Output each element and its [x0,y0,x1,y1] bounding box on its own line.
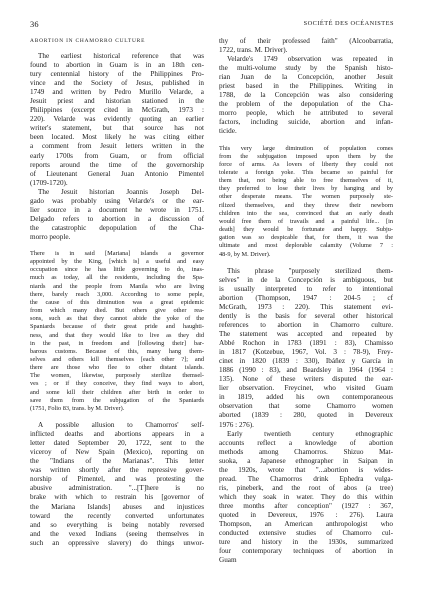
text-line: occupation since he has little governing to do, inas- [30,266,204,274]
text-line: and some kill their children after birth in order to [30,388,204,396]
text-line: (1751, Folio 83, trans. by M. Driver). [30,404,125,412]
text-line: 1749 and written by Pedro Murillo Velarde, a [30,88,204,97]
text-line: found to abortion in Guam is in an 18th cen- [30,61,204,70]
text-line: there are those who flee to other distant islands. [30,364,204,372]
text-line: The statement was accepted and repeated by [219,330,393,339]
text-line: thy of their professed faith" (Alcoobarratia, [219,37,393,45]
text-line: The earliest historical reference that was [38,52,204,60]
text-line: morro people, which he attributed to several [219,109,393,118]
text-line: reports around the time of the governorship [30,160,204,169]
text-line: 1722, trans. M. Driver). [219,46,288,55]
text-line: ture and history in the 1930s, summarized [219,538,393,547]
text-line: aborted (1839 : 280, quoted in Devereux [219,411,393,420]
text-line: gado was probably using Velarde's or the ear- [30,196,204,205]
text-line: references to abortion in Chamorro culture. [219,320,393,329]
text-line: ultimate and most deplorable calamity (Volume 7 : [219,242,393,250]
text-line: four contemporary techniques of abortion in [219,547,393,556]
text-line: lier observation. Freycinet, who visited Guam [219,384,393,393]
text-line: Guam [219,556,237,565]
text-line: inflicted deaths and abortions appears in a [30,430,204,439]
text-line: the problem of the depopulation of the Cha- [219,100,393,109]
text-line: Jesuit priest and historian stationed in the [30,97,204,106]
text-line: force of arms. As lovers of liberty they could not [219,160,393,168]
text-line: 135). None of these writers disputed the ear- [219,375,393,384]
text-line: a comment from Jesuit letters written in the [30,142,204,151]
text-line: conducted extensive studies of Chamorro cul- [219,529,393,538]
text-line: norship of Pimentel, and was protesting the [30,475,204,484]
text-line: tury centennial history of the Philippines Pro- [30,70,204,79]
left-column [30,37,204,548]
text-line: pread. The Chamorros drink Ephedra vulga- [219,474,393,483]
text-line: suoka, a Japanese ethnographer in Saipan in [219,456,393,465]
text-line: Spaniards because of their great pride and haughti- [30,323,204,331]
text-line: such an oppressive slavery) do things unwor- [30,538,204,547]
paragraph-ethnographic-accounts [219,430,393,566]
text-line: abusive administration. "...[T]here is no [30,484,204,493]
text-line: Abbé Rochon in 1783 (1891 : 83), Chamisso [219,339,393,348]
text-line: from which many died. But others give other rea- [30,307,204,315]
text-line: from the subjugation imposed upon them by the [219,152,393,160]
text-line: The Jesuit historian Joannis Joseph Del- [38,187,204,196]
text-line: quoted in Devereux, 1976 : 276). Laura [219,510,393,519]
text-line: 48-9, by M. Driver). [219,250,271,258]
paragraph-continued [219,37,393,55]
text-line: lier source in a document he wrote in 1751. [30,205,204,214]
paragraph-concepcion [219,55,393,136]
text-line: McGrath, 1973 : 220). This statement evi- [219,302,393,311]
text-line: been located. Most likely he was citing either [30,133,204,142]
text-line: abortion (Thompson, 1947 : 204-5 ; cf [219,293,393,302]
text-line: Thompson, an American anthropologist who [219,520,393,529]
text-line: would free them of travails and a painful life... [in [219,217,393,225]
text-line: they preferred to lose their lives by hanging and by [219,185,393,193]
text-line: 220). Velarde was evidently quoting an earlier [30,115,204,124]
text-line: in 1819, added his own contemporaneous [219,393,393,402]
text-line: death] they would be fortunate and happy. Subju- [219,226,393,234]
text-line: 1886 (1990 : 83), and Beardsley in 1964 (1964 : [219,366,393,375]
text-line: was written shortly after the repressive gover- [30,466,204,475]
text-line: toward the recently converted unfortunates [30,511,204,520]
section-heading: ABORTION IN CHAMORRO CULTURE [30,38,146,44]
text-line: and so everything is being notably reversed [30,520,204,529]
text-line: selves and others kill themselves [each other ?]; and [30,356,204,364]
text-line: there, barely reach 3,000. According to some peple, [30,290,204,298]
paragraph-purposely-sterilized [219,267,393,430]
paragraph-delgado [30,188,204,242]
text-line: 1976 : 276). [219,420,254,429]
text-line: the multi-volume study by the Spanish histo- [219,64,393,73]
text-line: 1788, de la Concepción was also considering [219,91,393,100]
text-line: is usually interpreted to refer to intentional [219,284,393,293]
text-line: A possible allusion to Chamorros' self- [38,421,204,430]
text-line: in the past, in freedom and [following their] bar- [30,339,204,347]
text-line: other desperate means. The women purposely ste- [219,193,393,201]
text-line: of Lieutenant General Juan Antonio Pimentel [30,169,204,178]
text-line: rian Juan de la Concepción, another Jesuit [219,73,393,82]
text-line: letter dated September 20, 1722, sent to the [30,439,204,448]
text-line: writer's statement, but that source has not [30,124,204,133]
text-line: This very large diminution of population comes [219,144,393,152]
text-line: Early twentieth century ethnographic [227,429,393,438]
text-line: priest based in the Philippines. Writing in [219,82,393,91]
text-line: gation was so despicable that, for them, it was the [219,234,393,242]
text-line: tolerate a foreign yoke. This became so painful for [219,168,393,176]
text-line: dently is the basis for several other historical [219,311,393,320]
text-line: Delgado refers to abortion in a discussion of [30,214,204,223]
text-line: them that, not being able to free themselves of it, [219,177,393,185]
page-number: 36 [30,20,39,29]
blockquote-concepcion [219,145,393,259]
blockquote-delgado [30,250,204,413]
text-line: selves" in de la Concepción is ambiguous, but [219,275,393,284]
text-line: ves ; or if they conceive, they find ways to abort, [30,380,204,388]
text-line: Philippines (excerpt cited in McGrath, 1973 : [30,106,204,115]
text-line: early 1700s from Guam, or from official [30,151,204,160]
text-line: factors, including suicide, abortion and infan- [219,118,393,127]
text-line: barous customs. Because of this, many hang them- [30,347,204,355]
text-line: the catastrophic depopulation of the Cha- [30,223,204,232]
text-line: This phrase "purposely sterilized them- [227,266,393,275]
text-line: brake with which to restrain his [governor of [30,493,204,502]
text-line: appointed by the King, [which is] a useful and easy [30,258,204,266]
text-line: morro people. [30,232,71,241]
text-line: the "Indians of the Marianas". This letter [30,457,204,466]
text-line: save them from the subjugation of the Spaniards [30,396,204,404]
text-line: much as today, all the residents, including the Spa- [30,274,204,282]
text-line: ris, pineberk, and the root of abos (a tree) [219,483,393,492]
text-line: accounts reflect a knowledge of abortion [219,438,393,447]
text-line: in 1817 (Kotzebue, 1967, Vol. 3 : 78-9), Frey- [219,348,393,357]
text-line: the 1920s, wrote that "...abortion is wides- [219,465,393,474]
text-line: methods among Chamorros. Shizuo Mat- [219,447,393,456]
text-line: cinet in 1820 (1839 : 330), Ibáñez y García in [219,357,393,366]
text-line: and the vexed Indians (seeing themselves in [30,529,204,538]
text-line: observation that some Chamorro women [219,402,393,411]
text-line: the cause of this diminution was a great epidemic [30,298,204,306]
text-line: ticide. [219,127,237,136]
text-line: There is in said [Mariana] islands a governor [30,249,204,257]
text-line: ness, and that they would like to live as they did [30,331,204,339]
text-line: vince and the Society of Jesus, published in [30,79,204,88]
text-line: Velarde's 1749 observation was repeated in [227,55,393,64]
text-line: three months after conception" (1927 : 367, [219,501,393,510]
text-line: viceroy of New Spain (Mexico), reporting on [30,448,204,457]
paragraph-earliest-reference [30,52,204,188]
right-column [219,37,393,565]
text-line: which they soak in water. They do this within [219,492,393,501]
text-line: the Mariana Islands] abuses and injustices [30,502,204,511]
text-line: The women, likewise, purposely sterilize themsel- [30,372,204,380]
text-line: rilized themselves, and they threw their newborn [219,201,393,209]
text-line: niards and the people from Manila who are living [30,282,204,290]
text-line: sons, such as that they cannot abide the yoke of the [30,315,204,323]
text-line: (1709-1720). [30,178,68,187]
paragraph-1722-letter [30,421,204,548]
text-line: children into the sea, convinced that an early death [219,209,393,217]
running-head: SOCIÉTÉ DES OCÉANISTES [303,20,394,27]
